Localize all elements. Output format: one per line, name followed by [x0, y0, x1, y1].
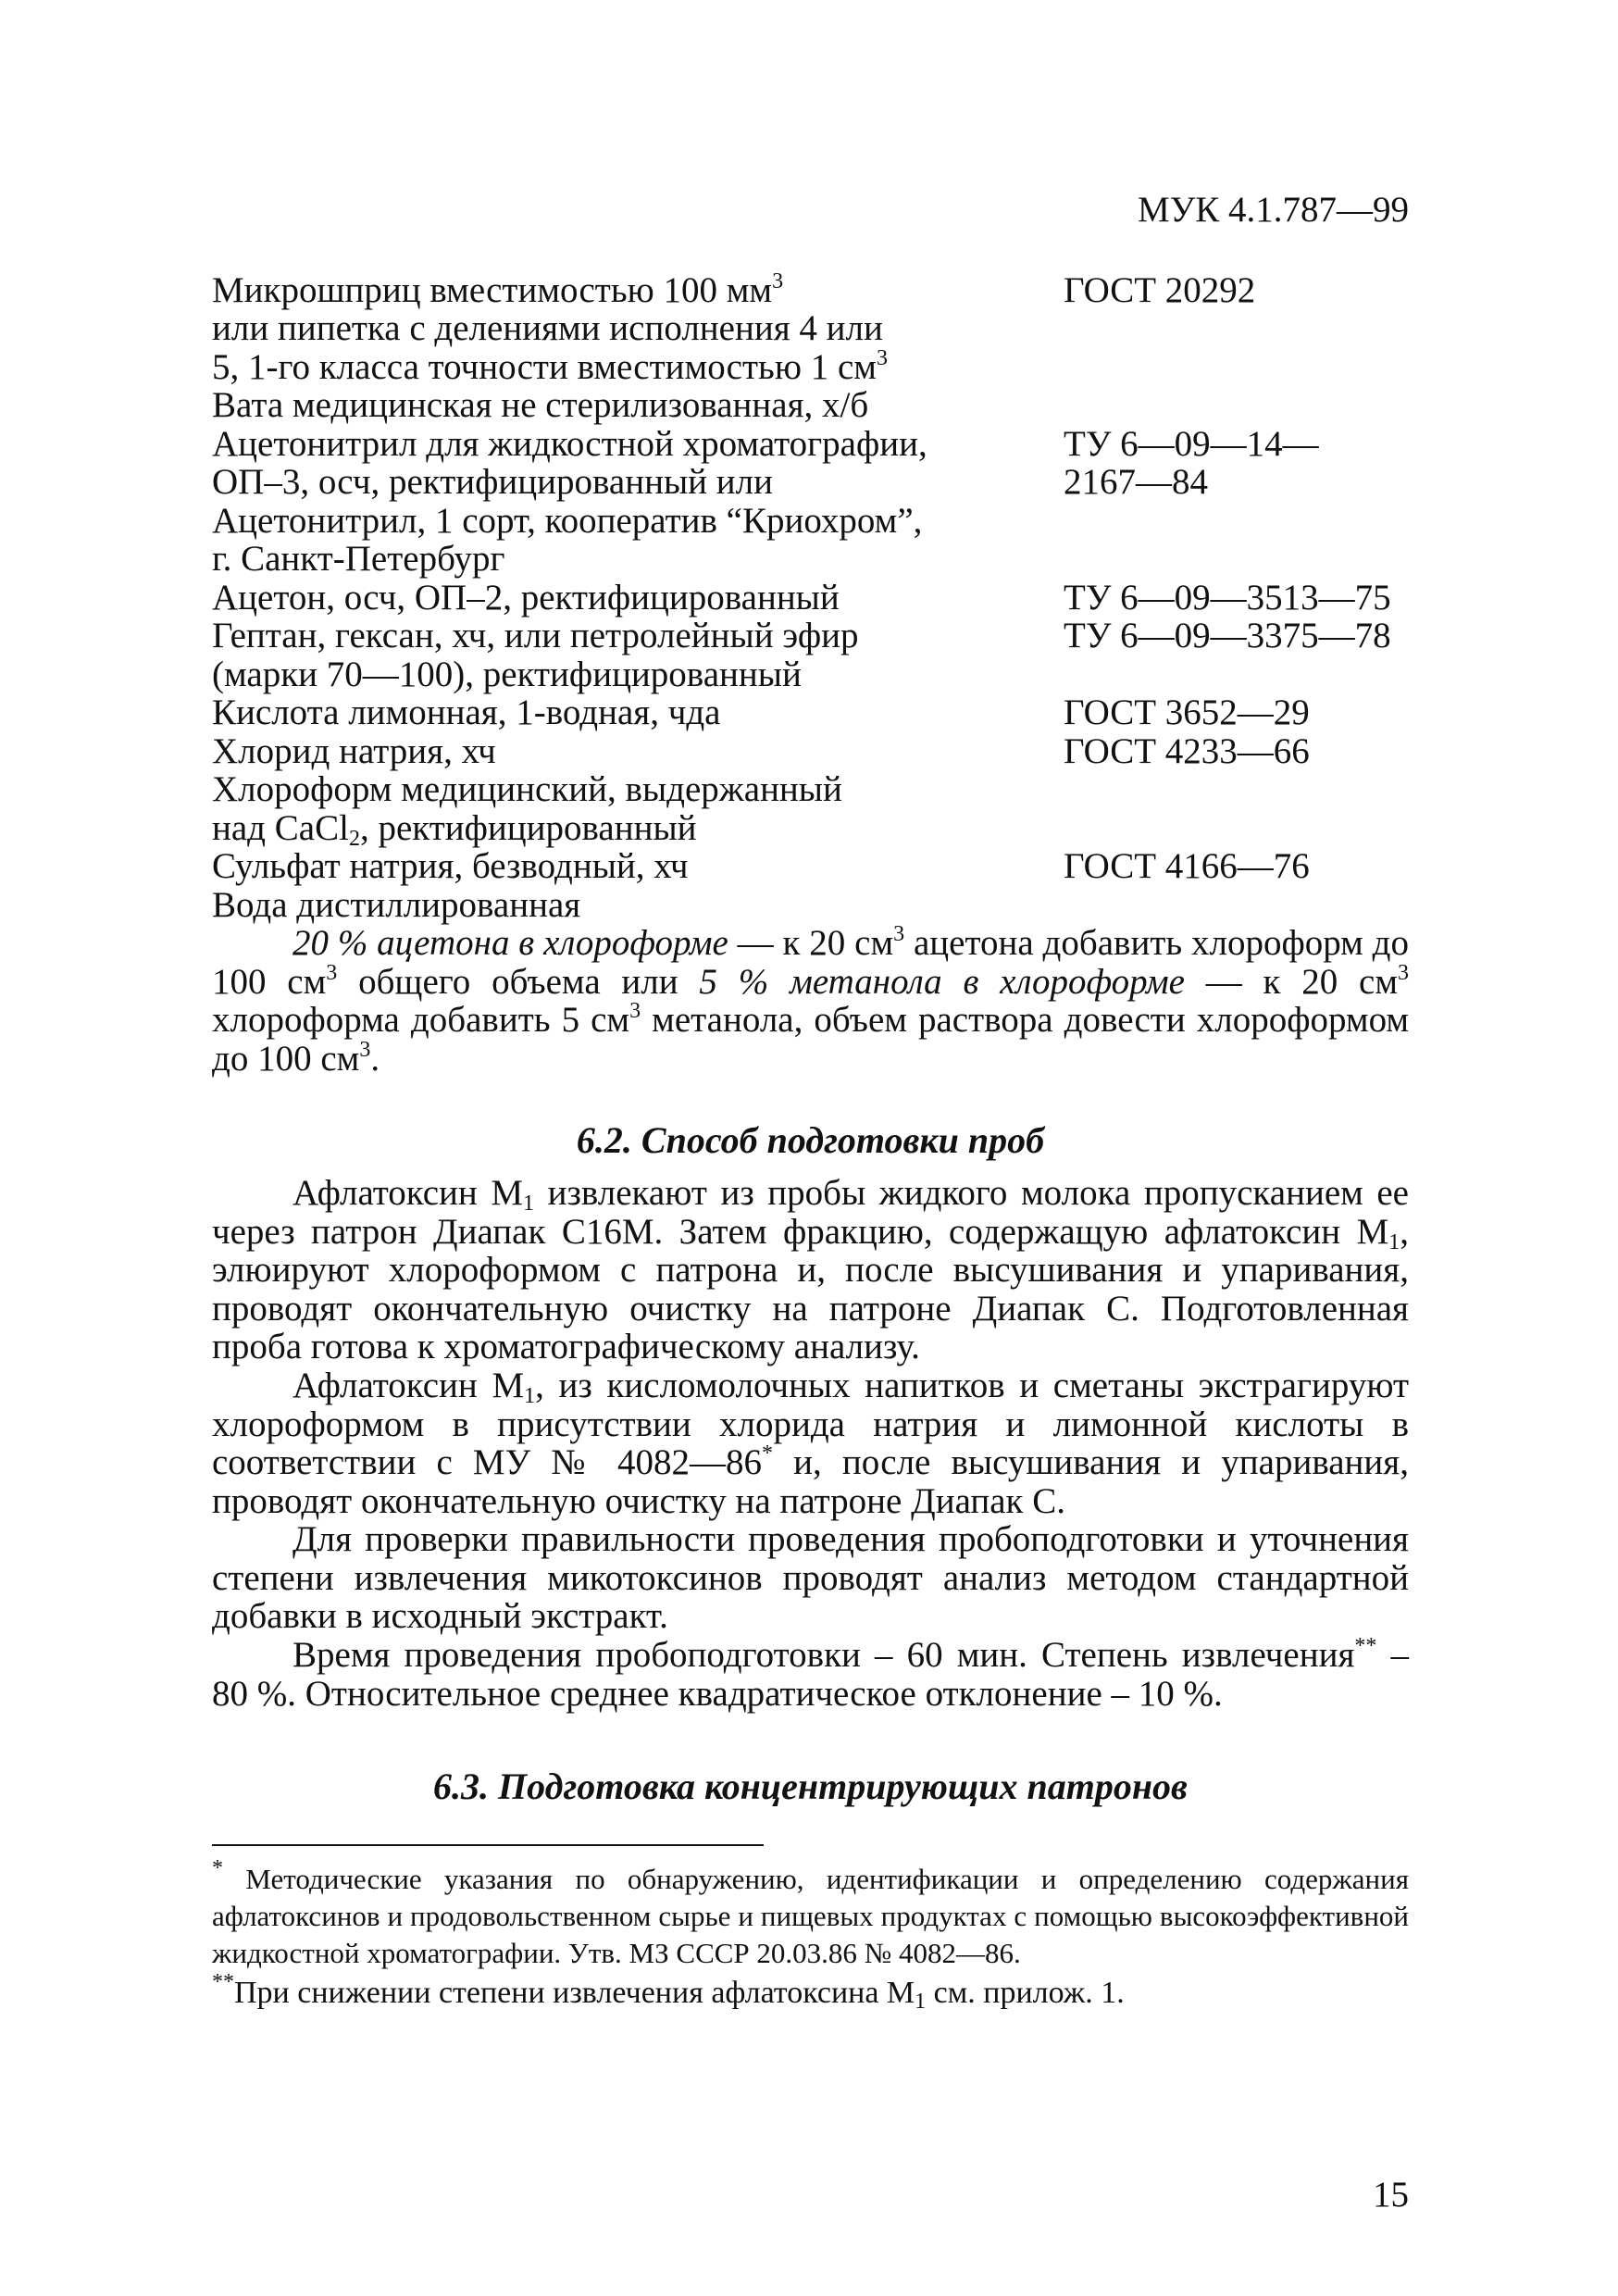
material-name: Гептан, гексан, хч, или петролейный эфир [212, 616, 859, 655]
material-standard: 2167—84 [1064, 462, 1208, 502]
paragraph-extraction-milk: Афлатоксин $М_1$ извлекают из пробы жидкого молока пропусканием ее через патрон Диапак С16М. Затем фракцию, содержащую афлатоксин $М_1$, элюируют хлороформом с патрона и, после высушивания и упаривания, проводят окончательную очистку на патроне Диапак С. Подготовленная проба готова к хроматографическому анализу. [212, 1173, 1409, 1366]
material-standard: ГОСТ 3652—29 [1064, 693, 1310, 732]
document-code: МУК 4.1.787—99 [1137, 190, 1409, 230]
material-standard: ГОСТ 20292 [1064, 270, 1256, 310]
section-title-6-2: 6.2. Способ подготовки проб [576, 1119, 1045, 1161]
paragraph-verification: Для проверки правильности проведения пробоподготовки и уточнения степени извлечения микотоксинов проводят анализ методом стандартной добавки в исходный экстракт. [212, 1519, 1409, 1636]
material-name: (марки 70—100), ректифицированный [212, 655, 802, 694]
material-name: Ацетон, осч, ОП–2, ректифицированный [212, 578, 840, 618]
material-name: Вода дистиллированная [212, 885, 581, 925]
material-standard: ГОСТ 4166—76 [1064, 846, 1310, 886]
material-name: 5, 1-го класса точности вместимостью 1 $см^3$ [212, 346, 888, 387]
material-name: Вата медицинская не стерилизованная, х/б [212, 385, 869, 425]
material-standard: ТУ 6—09—14— [1064, 424, 1319, 464]
material-name: Ацетонитрил, 1 сорт, кооператив “Криохром”, [212, 501, 923, 541]
material-name: над CaCl$_2$, ректифицированный [212, 808, 697, 851]
paragraph-timing: Время проведения пробоподготовки – 60 мин. Степень извлечения** – 80 %. Относительное среднее квадратическое отклонение – 10 %. [212, 1634, 1409, 1714]
material-name: Сульфат натрия, безводный, хч [212, 846, 689, 886]
material-name: Кислота лимонная, 1-водная, чда [212, 693, 721, 732]
material-standard: ТУ 6—09—3375—78 [1064, 616, 1391, 655]
material-standard: ГОСТ 4233—66 [1064, 731, 1310, 771]
footnote-divider [212, 1844, 764, 1846]
section-title-6-3: 6.3. Подготовка концентрирующих патронов [433, 1766, 1188, 1807]
solutions-paragraph: 20 % ацетона в хлороформе — к 20 $см^3$ ацетона добавить хлороформ до 100 $см^3$ общего объема или 5 % метанола в хлороформе — к 20 $см^3$ хлороформа добавить 5 $см^3$ метанола, объем раствора довести хлороформом до 100 $см^3$. [212, 922, 1410, 1079]
material-name: Микрошприц вместимостью 100 $мм^3$ [212, 269, 784, 310]
paragraph-extraction-dairy: Афлатоксин $М_1$, из кисломолочных напитков и сметаны экстрагируют хлороформом в присутствии хлорида натрия и лимонной кислоты в соответствии с МУ № 4082—86* и, после высушивания и упаривания, проводят окончательную очистку на патроне Диапак С. [212, 1366, 1410, 1521]
footnote-1: * Методические указания по обнаружению, идентификации и определению содержания афлатоксинов и продовольственном сырье и пищевых продуктах с помощью высокоэффективной жидкостной хроматографии. Утв. МЗ СССР 20.03.86 № 4082—86. [212, 1856, 1409, 1969]
material-name: или пипетка с делениями исполнения 4 или [212, 308, 883, 348]
material-name: ОП–3, осч, ректифицированный или [212, 462, 773, 502]
page-number: 15 [1373, 2175, 1409, 2215]
material-name: Ацетонитрил для жидкостной хроматографии, [212, 424, 927, 464]
material-standard: ТУ 6—09—3513—75 [1064, 578, 1391, 618]
material-name: Хлороформ медицинский, выдержанный [212, 769, 842, 809]
material-name: Хлорид натрия, хч [212, 731, 496, 771]
footnote-2: **При снижении степени извлечения афлатоксина $М_1$ см. прилож. 1. [212, 1970, 1125, 2014]
material-name: г. Санкт-Петербург [212, 539, 505, 579]
